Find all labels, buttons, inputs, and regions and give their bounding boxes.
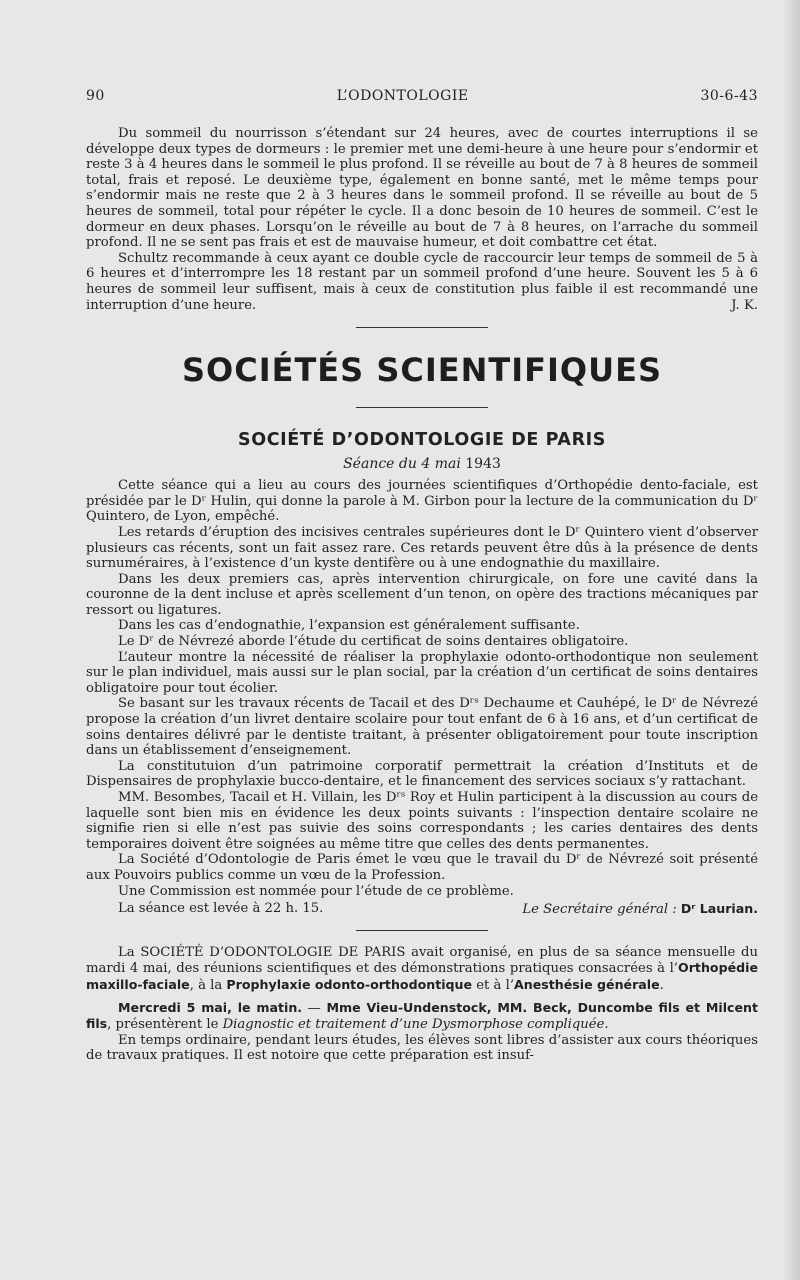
intro-paragraph-1: Du sommeil du nourrisson s’étendant sur 24 heures, avec de courtes interruptions il se développe deux types de dormeurs : le premier met une demi-heure à une heure pour s’endormir et reste 3 à 4 heures dans le sommeil le plus profond. Il se réveille au bout de 7 à 8 heures de sommeil total, frais et reposé. Le deuxième type, également en bonne santé, met le même temps pour s’endormir mais ne reste que 2 à 3 heures dans le sommeil profond. Il se réveille au bout de 5 heures de sommeil, total pour répéter le cycle. Il a donc besoin de 10 heures de sommeil. C’est le dormeur en deux phases. Lorsqu’on le réveille au bout de 7 à 8 heures, on l’arrache du sommeil profond. Il ne se sent pas frais et est de mauvaise humeur, et doit combattre cet état. <box>86 126 758 251</box>
section-paragraph-2: Les retards d’éruption des incisives centrales supérieures dont le Dʳ Quintero vient d’observer plusieurs cas récents, sont un fait assez rare. Ces retards peuvent être dûs à la présence de dents surnuméraires, à l’existence d’un kyste dentifère ou à une endognathie du maxillaire. <box>86 524 758 572</box>
schedule-time: Mercredi 5 mai, le matin. <box>118 999 303 1015</box>
section-title: SOCIÉTÉS SCIENTIFIQUES <box>181 351 663 390</box>
divider-1 <box>356 327 488 328</box>
topic-anesthesie: Anesthésie générale <box>514 976 660 992</box>
document-page <box>86 88 758 1064</box>
after-paragraph-2 <box>86 1000 758 1033</box>
session-date: 4 mai <box>421 456 461 473</box>
presenters: Mme Vieu-Undenstock, MM. Beck, Duncombe fils et Milcent fils <box>86 999 759 1032</box>
journal-title: L’ODONTOLOGIE <box>336 88 469 104</box>
after-p1-text-a: La SOCIÉTÉ D’ODONTOLOGIE DE PARIS avait organisé, en plus de sa séance mensuelle du mardi 4 mai, des réunions scientifiques et des démonstrations pratiques consacrées à l’ <box>86 944 758 977</box>
divider-3 <box>356 930 488 931</box>
running-header <box>86 88 758 104</box>
presentation-title: Diagnostic et traitement d’une Dysmorphose compliquée. <box>222 1017 609 1033</box>
divider-2 <box>356 407 488 408</box>
section-paragraph-1: Cette séance qui a lieu au cours des journées scientifiques d’Orthopédie dento-faciale, est présidée par le Dʳ Hulin, qui donne la parole à M. Girbon pour la lecture de la communication du Dʳ Quintero, de Lyon, empêché. <box>86 478 758 525</box>
after-p1-text-d: et à l’ <box>472 977 515 993</box>
page-edge-shadow <box>782 0 800 1280</box>
section-paragraph-5: Le Dʳ de Névrezé aborde l’étude du certificat de soins dentaires obligatoire. <box>118 634 629 650</box>
secretary-label: Le Secrétaire général : <box>522 902 677 918</box>
after-p1-text-e: . <box>659 977 664 993</box>
secretary-line <box>522 901 758 918</box>
section-paragraph-4: Dans les cas d’endognathie, l’expansion est généralement suffisante. <box>118 618 580 634</box>
intro-paragraph-2 <box>86 251 758 313</box>
issue-date: 30-6-43 <box>700 88 758 104</box>
session-line <box>86 456 758 472</box>
section-paragraph-10: La Société d’Odontologie de Paris émet le vœu que le travail du Dʳ de Névrezé soit présenté aux Pouvoirs publics comme un vœu de la Profession. <box>86 852 758 883</box>
session-closing <box>86 901 758 918</box>
topic-orthopedie: Orthopédie maxillo-faciale <box>86 960 758 992</box>
secretary-name: Dʳ Laurian. <box>680 901 758 917</box>
after-p1-text-c: , à la <box>189 977 227 993</box>
intro-signature: J. K. <box>731 297 758 313</box>
section-paragraph-7: Se basant sur les travaux récents de Tacail et des Dʳˢ Dechaume et Cauhépé, le Dʳ de Névrezé propose la création d’un livret dentaire scolaire pour tout enfant de 6 à 16 ans, et d’un certificat de soins dentaires délivré par le dentiste traitant, à présenter obligatoirement pour toute inscription dans un établissement d’enseignement. <box>86 696 758 759</box>
topic-prophylaxie: Prophylaxie odonto-orthodontique <box>226 976 473 992</box>
section-paragraph-3: Dans les deux premiers cas, après intervention chirurgicale, on fore une cavité dans la couronne de la dent incluse et après scellement d’un tenon, on opère des tractions mécaniques par ressort ou ligatures. <box>86 571 758 618</box>
section-paragraph-9: MM. Besombes, Tacail et H. Villain, les Dʳˢ Roy et Hulin participent à la discussion au cours de laquelle sont bien mis en évidence les deux points suivants : l’inspection dentaire scolaire ne signifie rien si elle n’est pas suivie des soins correspondants ; les caries dentaires des dents temporaires doivent être soignées au même titre que celles des dents permanentes. <box>86 790 758 852</box>
section-paragraph-8: La constitutuion d’un patrimoine corporatif permettrait la création d’Instituts et de Dispensaires de prophylaxie bucco-dentaire, et le financement des services sociaux s’y rattachant. <box>86 758 758 790</box>
after-paragraph-3: En temps ordinaire, pendant leurs études, les élèves sont libres d’assister aux cours théoriques de travaux pratiques. Il est notoire que cette préparation est insuf- <box>86 1032 758 1064</box>
session-year: 1943 <box>465 456 501 473</box>
page-number: 90 <box>86 88 105 104</box>
after-p2-text-c: , présentèrent le <box>107 1017 223 1033</box>
after-paragraph-1 <box>86 945 758 994</box>
closing-text: La séance est levée à 22 h. 15. <box>118 901 324 917</box>
intro-paragraph-2-text: Schultz recommande à ceux ayant ce double cycle de raccourcir leur temps de sommeil de 5 à 6 heures et d’interrompre les 18 restant par un sommeil profond d’une heure. Souvent les 5 à 6 heures de sommeil leur suffisent, mais à ceux de constitution plus faible il est recommandé une interruption d’une heure. <box>86 250 758 313</box>
society-title: SOCIÉTÉ D’ODONTOLOGIE DE PARIS <box>238 430 606 451</box>
session-label: Séance du <box>343 456 417 473</box>
section-paragraph-11: Une Commission est nommée pour l’étude de ce problème. <box>118 883 514 899</box>
after-p2-dash: — <box>302 1000 327 1016</box>
section-paragraph-6: L’auteur montre la nécessité de réaliser la prophylaxie odonto-orthodontique non seulement sur le plan individuel, mais aussi sur le plan social, par la création d’un certificat de soins dentaires obligatoire pour tout écolier. <box>86 649 758 696</box>
